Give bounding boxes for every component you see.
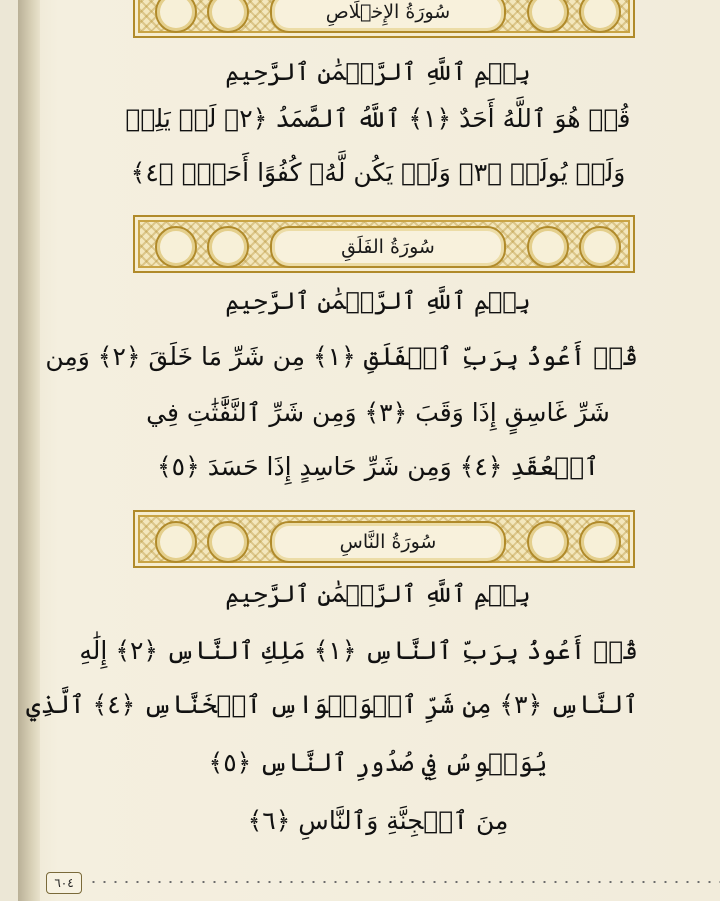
- verse-line: قُلۡ أَعُوذُ بِرَبِّ ٱلنَّاسِ ﴿١﴾ مَلِكِ ٱلنَّاسِ ﴿٢﴾ إِلَٰهِ: [79, 636, 638, 665]
- ornament-medallion: [527, 226, 569, 268]
- surah-title: سُورَةُ الفَلَقِ: [270, 226, 506, 268]
- page-spine: [18, 0, 40, 901]
- ornament-medallion: [155, 226, 197, 268]
- verse-line: ٱلنَّاسِ ﴿٣﴾ مِن شَرِّ ٱلۡوَسۡوَاسِ ٱلۡخَنَّاسِ ﴿٤﴾ ٱلَّذِي: [26, 690, 638, 719]
- surah-banner-ikhlas: [133, 0, 635, 38]
- basmala: بِسۡمِ ٱللَّهِ ٱلرَّحۡمَٰنِ ٱلرَّحِيمِ: [225, 58, 531, 86]
- surah-title: سُورَةُ النَّاسِ: [270, 521, 506, 563]
- ornament-medallion: [155, 521, 197, 563]
- verse-line: مِنَ ٱلۡجِنَّةِ وَٱلنَّاسِ ﴿٦﴾: [247, 806, 509, 835]
- surah-banner-nas: [133, 510, 635, 568]
- verse-line: وَلَمۡ يُولَدۡ ﴿٣﴾ وَلَمۡ يَكُن لَّهُۥ كُفُوًا أَحَدُۢ ﴿٤﴾: [130, 158, 626, 187]
- verse-line: يُوَسۡوِسُ فِي صُدُورِ ٱلنَّاسِ ﴿٥﴾: [208, 748, 548, 777]
- ornament-medallion: [527, 0, 569, 33]
- verse-line: قُلۡ أَعُوذُ بِرَبِّ ٱلۡفَلَقِ ﴿١﴾ مِن شَرِّ مَا خَلَقَ ﴿٢﴾ وَمِن: [45, 342, 638, 371]
- ornament-medallion: [579, 521, 621, 563]
- ornament-medallion: [579, 0, 621, 33]
- ornament-medallion: [155, 0, 197, 33]
- verse-line: شَرِّ غَاسِقٍ إِذَا وَقَبَ ﴿٣﴾ وَمِن شَرِّ ٱلنَّفَّٰثَٰتِ فِي: [146, 398, 610, 427]
- surah-title: سُورَةُ الإِخۡلَاصِ: [270, 0, 506, 33]
- dotted-divider: [88, 881, 720, 883]
- verse-line: قُلۡ هُوَ ٱللَّهُ أَحَدٌ ﴿١﴾ ٱللَّهُ ٱلصَّمَدُ ﴿٢﴾ لَمۡ يَلِدۡ: [125, 104, 631, 133]
- page-number: ٦٠٤: [46, 872, 82, 894]
- ornament-medallion: [207, 226, 249, 268]
- ornament-medallion: [527, 521, 569, 563]
- ornament-medallion: [207, 0, 249, 33]
- ornament-medallion: [207, 521, 249, 563]
- basmala: بِسۡمِ ٱللَّهِ ٱلرَّحۡمَٰنِ ٱلرَّحِيمِ: [225, 580, 531, 608]
- verse-line: ٱلۡعُقَدِ ﴿٤﴾ وَمِن شَرِّ حَاسِدٍ إِذَا حَسَدَ ﴿٥﴾: [157, 452, 599, 481]
- basmala: بِسۡمِ ٱللَّهِ ٱلرَّحۡمَٰنِ ٱلرَّحِيمِ: [225, 287, 531, 315]
- surah-banner-falaq: [133, 215, 635, 273]
- page-footer: [40, 870, 720, 894]
- ornament-medallion: [579, 226, 621, 268]
- mushaf-page: [18, 0, 720, 901]
